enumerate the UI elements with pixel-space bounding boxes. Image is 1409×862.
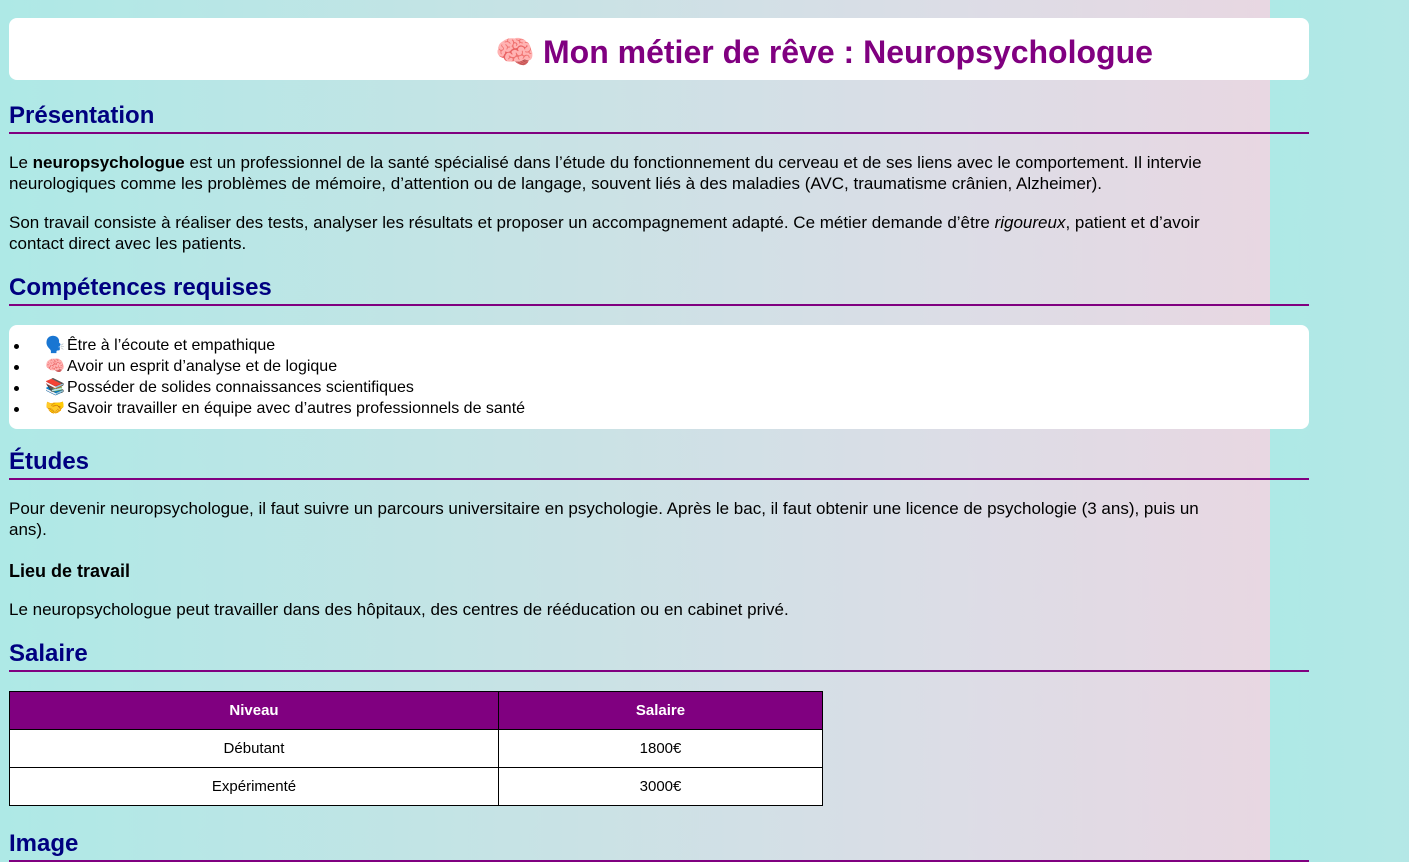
text-span: Le: [9, 153, 33, 172]
handshake-icon: 🤝: [45, 400, 65, 417]
table-cell-niveau: Expérimenté: [10, 768, 499, 806]
presentation-paragraph-1: [9, 152, 1202, 194]
text-span: , patient et d’avoir: [1065, 213, 1200, 232]
list-item: [45, 398, 1309, 419]
subheading-lieu-de-travail: Lieu de travail: [9, 561, 131, 581]
table-row: [10, 730, 823, 768]
table-cell-salaire: 1800€: [499, 730, 823, 768]
salary-table: [9, 691, 823, 806]
list-item: [45, 356, 1309, 377]
table-row: [10, 768, 823, 806]
skill-label: Savoir travailler en équipe avec d’autres professionnels de santé: [67, 400, 526, 417]
italic-keyword: rigoureux: [994, 213, 1066, 232]
brain-icon: 🧠: [495, 34, 535, 70]
table-cell-niveau: Débutant: [10, 730, 499, 768]
header-card: [9, 18, 1309, 80]
page-content: [9, 18, 1409, 857]
text-span: ans).: [9, 520, 47, 539]
skill-label: Être à l’écoute et empathique: [67, 337, 276, 354]
skills-list: [9, 325, 1309, 419]
text-span: Pour devenir neuropsychologue, il faut suivre un parcours universitaire en psychologie. Après le bac, il faut obtenir une licence de psychologie (3 ans), puis un: [9, 499, 1199, 518]
section-heading-competences: Compétences requises: [9, 274, 1309, 306]
section-heading-presentation: Présentation: [9, 102, 1309, 134]
bold-keyword: neuropsychologue: [32, 153, 185, 172]
list-item: [45, 335, 1309, 356]
column-header-salaire: Salaire: [499, 692, 823, 730]
section-heading-salaire: Salaire: [9, 640, 1309, 672]
lieu-paragraph: Le neuropsychologue peut travailler dans des hôpitaux, des centres de rééducation ou en cabinet privé.: [9, 600, 789, 619]
section-heading-etudes: Études: [9, 448, 1309, 480]
section-heading-image: Image: [9, 830, 1309, 862]
text-span: Son travail consiste à réaliser des tests, analyser les résultats et proposer un accompagnement adapté. Ce métier demande d’être: [9, 213, 995, 232]
table-header-row: [10, 692, 823, 730]
page-title: [495, 32, 1153, 72]
presentation-paragraph-2: [9, 212, 1200, 254]
text-span: neurologiques comme les problèmes de mémoire, d’attention ou de langage, souvent liés à des maladies (AVC, traumatisme crânien, Alzheimer).: [9, 174, 1102, 193]
column-header-niveau: Niveau: [10, 692, 499, 730]
table-cell-salaire: 3000€: [499, 768, 823, 806]
text-span: est un professionnel de la santé spécialisé dans l’étude du fonctionnement du cerveau et de ses liens avec le comportement. Il intervie: [184, 153, 1202, 172]
skills-card: [9, 325, 1309, 429]
books-icon: 📚: [45, 379, 65, 396]
page-title-text: Mon métier de rêve : Neuropsychologue: [543, 34, 1153, 70]
speaking-head-icon: 🗣️: [45, 337, 65, 354]
brain-icon: 🧠: [45, 358, 65, 375]
skill-label: Avoir un esprit d’analyse et de logique: [67, 358, 338, 375]
skill-label: Posséder de solides connaissances scientifiques: [67, 379, 414, 396]
etudes-paragraph: [9, 498, 1199, 540]
list-item: [45, 377, 1309, 398]
text-span: contact direct avec les patients.: [9, 234, 247, 253]
